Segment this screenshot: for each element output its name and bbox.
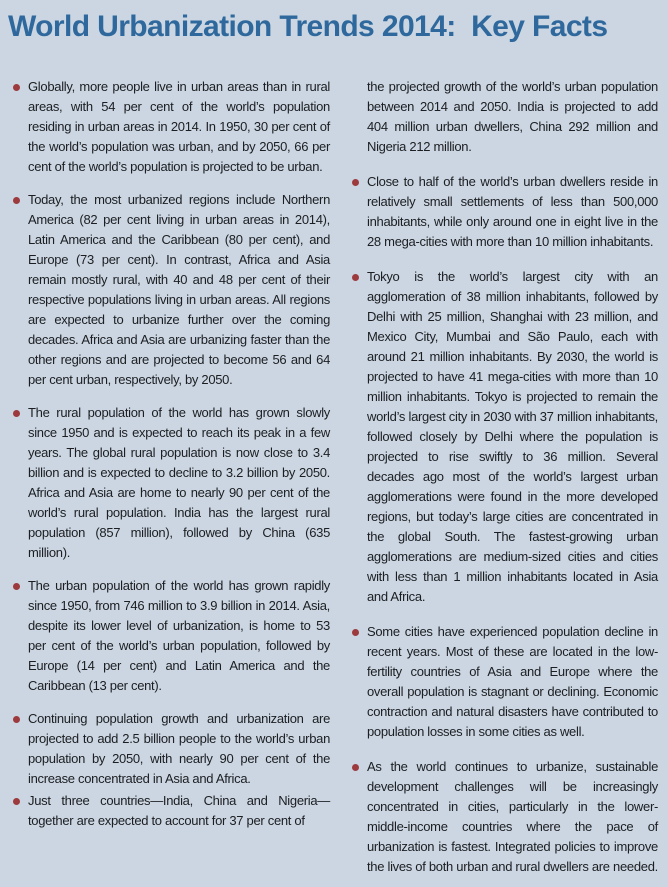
bullet-dot-icon: [13, 197, 20, 204]
fact-item: [13, 791, 330, 831]
fact-item: [13, 77, 330, 177]
fact-item: [13, 403, 330, 563]
bullet-dot-icon: [352, 179, 359, 186]
fact-item: [13, 190, 330, 390]
fact-item: [13, 709, 330, 789]
fact-item: [352, 267, 658, 607]
fact-text: Close to half of the world’s urban dwellers reside in relatively small settlements of less than 500,000 inhabitants, while only around one in eight live in the 28 mega-cities with more than 10 million inhabitants.: [367, 174, 658, 249]
fact-text: the projected growth of the world’s urban population between 2014 and 2050. India is projected to add 404 million urban dwellers, China 292 million and Nigeria 212 million.: [367, 79, 658, 154]
bullet-dot-icon: [352, 629, 359, 636]
bullet-dot-icon: [13, 798, 20, 805]
fact-text: Continuing population growth and urbanization are projected to add 2.5 billion people to the world’s urban population by 2050, with nearly 90 per cent of the increase concentrated in Asia and Africa.: [28, 711, 330, 786]
bullet-dot-icon: [352, 764, 359, 771]
right-column: [352, 77, 658, 887]
fact-item: [352, 622, 658, 742]
fact-text: Today, the most urbanized regions include Northern America (82 per cent living in urban areas in 2014), Latin America and the Caribbean (80 per cent), and Europe (73 per cent). In contrast, Africa and Asia remain mostly rural, with 40 and 48 per cent of their respective populations living in urban areas. All regions are expected to urbanize further over the coming decades. Africa and Asia are urbanizing faster than the other regions and are projected to become 56 and 64 per cent urban, respectively, by 2050.: [28, 192, 330, 387]
bullet-dot-icon: [352, 274, 359, 281]
fact-text: Globally, more people live in urban areas than in rural areas, with 54 per cent of the world’s population residing in urban areas in 2014. In 1950, 30 per cent of the world’s population was urban, and by 2050, 66 per cent of the world’s population is projected to be urban.: [28, 79, 330, 174]
bullet-dot-icon: [13, 410, 20, 417]
fact-text: As the world continues to urbanize, sustainable development challenges will be increasingly concentrated in cities, particularly in the lower-middle-income countries where the pace of urbanization is fastest. Integrated policies to improve the lives of both urban and rural dwellers are needed.: [367, 759, 658, 874]
left-column: [13, 77, 330, 887]
fact-item-continuation: [352, 77, 658, 157]
page-title: World Urbanization Trends 2014: Key Facts: [8, 10, 608, 43]
fact-text: Just three countries—India, China and Nigeria—together are expected to account for 37 per cent of: [28, 793, 330, 828]
fact-text: Some cities have experienced population decline in recent years. Most of these are located in the low-fertility countries of Asia and Europe where the overall population is stagnant or declining. Economic contraction and natural disasters have contributed to population losses in some cities as well.: [367, 624, 658, 739]
two-column-layout: [0, 44, 668, 887]
fact-item: [352, 757, 658, 877]
fact-text: Tokyo is the world’s largest city with an agglomeration of 38 million inhabitants, followed by Delhi with 25 million, Shanghai with 23 million, and Mexico City, Mumbai and São Paulo, each with around 21 million inhabitants. By 2030, the world is projected to have 41 mega-cities with more than 10 million inhabitants. Tokyo is projected to remain the world’s largest city in 2030 with 37 million inhabitants, followed closely by Delhi where the population is projected to rise swiftly to 36 million. Several decades ago most of the world’s largest urban agglomerations were found in the more developed regions, but today’s large cities are concentrated in the global South. The fastest-growing urban agglomerations are medium-sized cities and cities with less than 1 million inhabitants located in Asia and Africa.: [367, 269, 658, 604]
fact-item: [352, 172, 658, 252]
fact-item: [13, 576, 330, 696]
bullet-dot-icon: [13, 716, 20, 723]
bullet-dot-icon: [13, 583, 20, 590]
bullet-dot-icon: [13, 84, 20, 91]
fact-text: The urban population of the world has grown rapidly since 1950, from 746 million to 3.9 billion in 2014. Asia, despite its lower level of urbanization, is home to 53 per cent of the world’s urban population, followed by Europe (14 per cent) and Latin America and the Caribbean (13 per cent).: [28, 578, 330, 693]
fact-text: The rural population of the world has grown slowly since 1950 and is expected to reach its peak in a few years. The global rural population is now close to 3.4 billion and is expected to decline to 3.2 billion by 2050. Africa and Asia are home to nearly 90 per cent of the world’s rural population. India has the largest rural population (857 million), followed by China (635 million).: [28, 405, 330, 560]
